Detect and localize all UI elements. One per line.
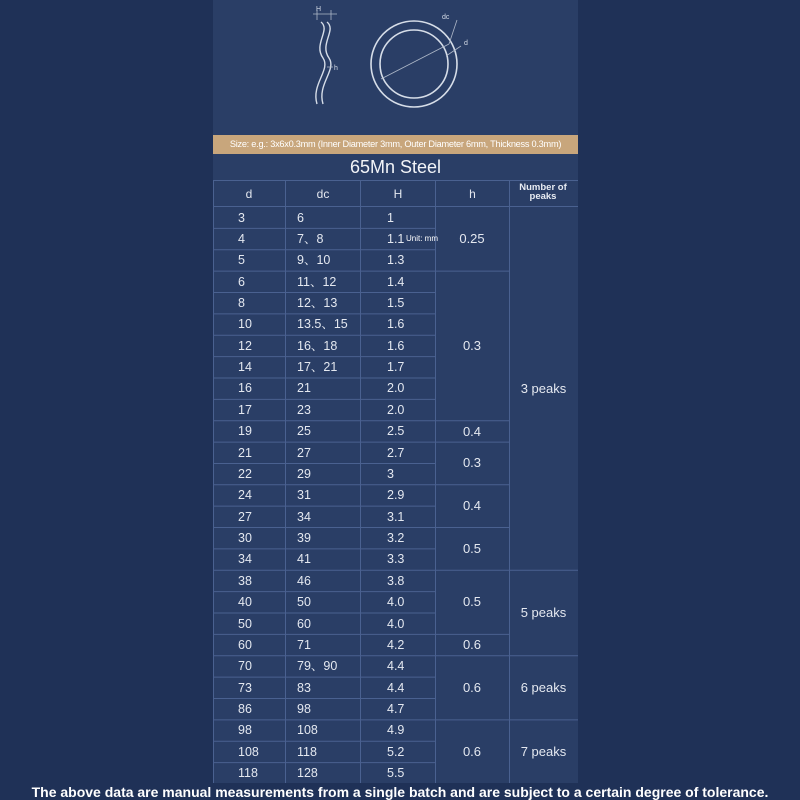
cell-h: 4.0 xyxy=(387,595,405,610)
cell-dc: 128 xyxy=(297,766,318,781)
cell-peaks-merged: 3 peaks xyxy=(520,381,567,396)
header-H: H xyxy=(393,187,403,201)
cell-d: 86 xyxy=(238,702,252,716)
dc-dim-label: dc xyxy=(442,14,450,21)
cell-d: 22 xyxy=(238,466,252,481)
cell-h-merged: 0.4 xyxy=(462,497,482,513)
cell-d: 30 xyxy=(238,531,252,546)
cell-h: 4.9 xyxy=(387,723,405,738)
cell-d: 60 xyxy=(238,637,252,652)
cell-dc: 21 xyxy=(297,381,311,396)
material-title: 65Mn Steel xyxy=(349,157,442,177)
cell-peaks-merged: 5 peaks xyxy=(520,605,567,621)
size-example-bar: Size: e.g.: 3x6x0.3mm (Inner Diameter 3mm, Outer Diameter 6mm, Thickness 0.3mm) xyxy=(213,135,578,154)
cell-h-merged: 0.6 xyxy=(462,679,482,695)
cell-dc: 39 xyxy=(297,531,311,546)
cell-dc: 27 xyxy=(297,445,311,460)
cell-dc: 11、12 xyxy=(297,274,337,289)
cell-h: 1.7 xyxy=(387,360,405,375)
cell-d: 5 xyxy=(238,253,245,268)
cell-d: 17 xyxy=(238,402,252,417)
H-dim-label: H xyxy=(316,6,322,13)
cell-h: 3.3 xyxy=(387,552,405,567)
cell-d: 3 xyxy=(238,210,245,225)
cell-dc: 29 xyxy=(297,466,311,481)
header-d: d xyxy=(245,187,253,201)
cell-dc: 31 xyxy=(297,488,311,503)
cell-h-merged: 0.25 xyxy=(459,231,485,246)
cell-dc: 79、90 xyxy=(297,659,338,674)
cell-d: 10 xyxy=(238,317,252,332)
cell-h: 1.4 xyxy=(387,274,405,289)
cell-h-merged: 0.6 xyxy=(462,743,482,759)
header-dc: dc xyxy=(316,187,330,201)
cell-h: 4.4 xyxy=(387,680,405,695)
cell-dc: 41 xyxy=(297,552,311,567)
cell-h: 1 xyxy=(387,210,394,225)
cell-h: 4.2 xyxy=(387,637,405,652)
cell-h: 4.4 xyxy=(387,659,405,674)
cell-h-merged: 0.3 xyxy=(462,338,482,354)
header-number-of-peaks xyxy=(509,183,577,201)
cell-h: 1.3 xyxy=(387,253,405,268)
cell-dc: 34 xyxy=(297,509,311,524)
cell-dc: 17、21 xyxy=(297,360,338,375)
cell-dc: 25 xyxy=(297,424,311,439)
cell-h-merged: 0.4 xyxy=(462,423,482,439)
cell-d: 8 xyxy=(238,295,245,310)
cell-dc: 108 xyxy=(297,723,318,738)
washer-diagram xyxy=(213,0,578,133)
cell-h: 1.6 xyxy=(387,317,405,332)
cell-d: 108 xyxy=(238,744,259,759)
cell-h: 3.1 xyxy=(387,509,405,524)
cell-dc: 71 xyxy=(297,637,311,652)
cell-h-merged: 0.5 xyxy=(462,594,482,610)
h-dim-label: h xyxy=(334,65,338,72)
cell-d: 6 xyxy=(238,274,245,289)
d-dim-label: d xyxy=(464,40,468,47)
cell-d: 4 xyxy=(238,231,245,246)
cell-d: 40 xyxy=(238,595,252,610)
cell-d: 24 xyxy=(238,488,252,503)
tolerance-footnote: The above data are manual measurements from a single batch and are subject to a certain degree of tolerance. xyxy=(31,784,769,800)
cell-h: 3.8 xyxy=(387,573,405,588)
cell-h: 4.7 xyxy=(387,702,405,716)
cell-dc: 46 xyxy=(297,573,311,588)
top-view-ring xyxy=(371,21,457,107)
cell-d: 73 xyxy=(238,680,252,695)
cell-d: 27 xyxy=(238,509,252,524)
cell-h: 3 xyxy=(387,466,394,481)
unit-note: Unit: mm xyxy=(406,234,438,243)
cell-dc: 60 xyxy=(297,616,311,631)
cell-h: 1.1 xyxy=(387,231,405,246)
cell-d: 70 xyxy=(238,659,252,674)
header-peaks-line1: Number of xyxy=(519,182,567,193)
cell-h: 2.5 xyxy=(387,424,405,439)
cell-dc: 118 xyxy=(297,744,317,759)
cell-d: 98 xyxy=(238,723,252,738)
cell-h: 1.5 xyxy=(387,295,405,310)
cell-h-merged: 0.3 xyxy=(462,455,482,471)
cell-d: 12 xyxy=(238,338,252,353)
cell-h: 4.0 xyxy=(387,616,405,631)
cell-dc: 7、8 xyxy=(297,231,324,246)
cell-h-merged: 0.6 xyxy=(462,637,482,653)
cell-d: 21 xyxy=(238,445,252,460)
cell-d: 34 xyxy=(238,552,252,567)
side-view-wave-washer xyxy=(316,22,331,104)
cell-h: 3.2 xyxy=(387,531,405,546)
cell-h-merged: 0.5 xyxy=(462,540,482,556)
cell-dc: 50 xyxy=(297,595,311,610)
cell-peaks-merged: 6 peaks xyxy=(520,679,567,695)
spec-table xyxy=(213,180,578,783)
cell-h: 2.0 xyxy=(387,402,405,417)
cell-h: 5.5 xyxy=(387,766,405,781)
cell-d: 14 xyxy=(238,360,252,375)
cell-h: 2.0 xyxy=(387,381,405,396)
cell-dc: 83 xyxy=(297,680,311,695)
cell-d: 50 xyxy=(238,616,252,631)
cell-dc: 23 xyxy=(297,402,311,417)
cell-d: 118 xyxy=(238,766,258,781)
cell-d: 19 xyxy=(238,424,252,439)
cell-dc: 16、18 xyxy=(297,338,338,353)
cell-dc: 9、10 xyxy=(297,253,331,268)
cell-d: 16 xyxy=(238,381,252,396)
cell-dc: 13.5、15 xyxy=(297,317,348,332)
cell-dc: 12、13 xyxy=(297,295,338,310)
cell-dc: 98 xyxy=(297,702,311,716)
header-peaks-line2: peaks xyxy=(529,191,557,202)
cell-d: 38 xyxy=(238,573,252,588)
cell-h: 5.2 xyxy=(387,744,405,759)
header-h: h xyxy=(469,187,476,201)
cell-h: 2.7 xyxy=(387,445,405,460)
cell-h: 1.6 xyxy=(387,338,405,353)
cell-peaks-merged: 7 peaks xyxy=(520,743,567,759)
cell-dc: 6 xyxy=(297,210,304,225)
cell-h: 2.9 xyxy=(387,488,405,503)
